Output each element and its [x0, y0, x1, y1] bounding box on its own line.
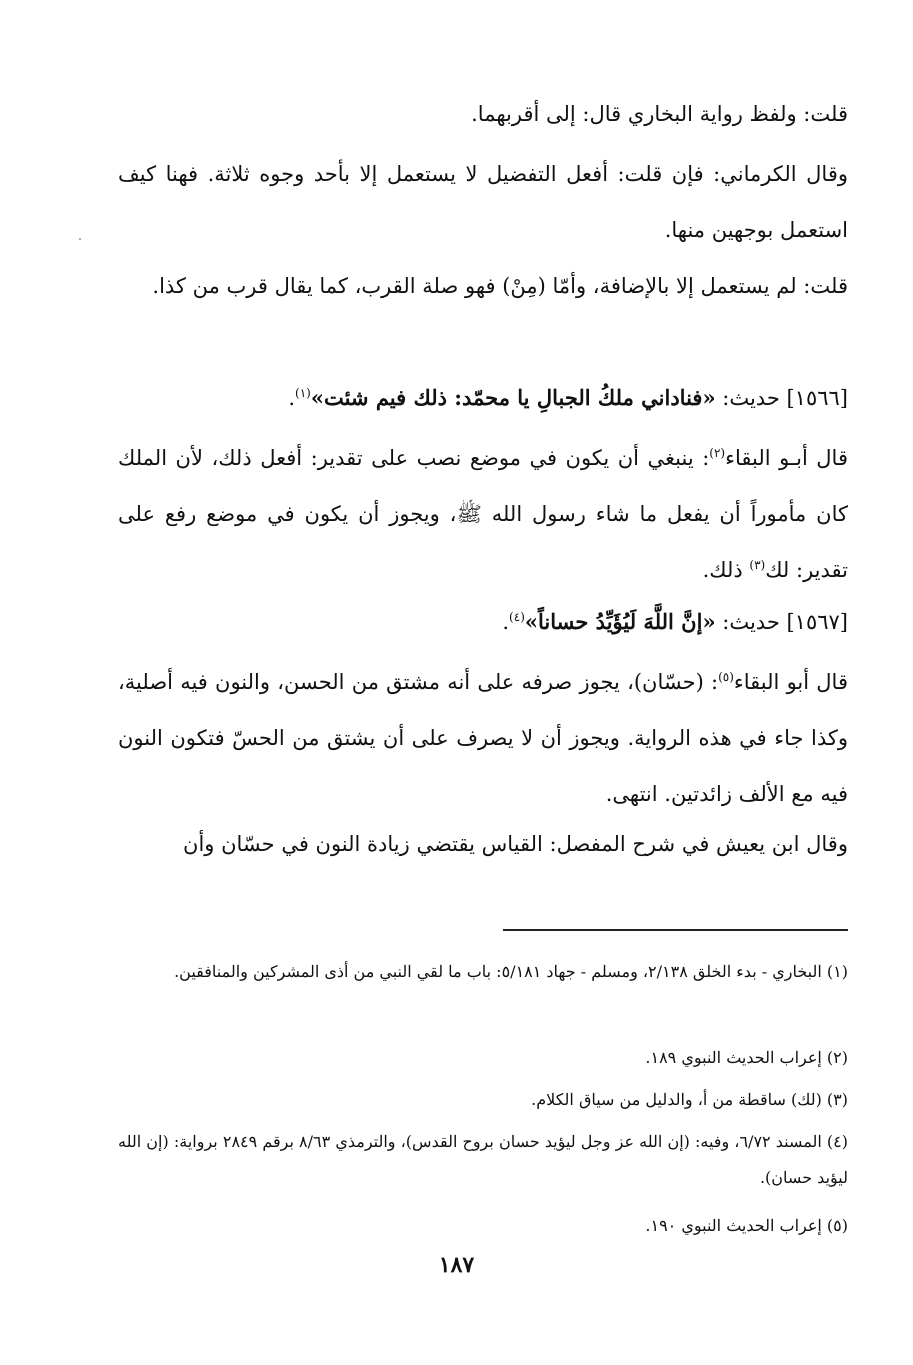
hadith-text: «فناداني ملكُ الجبالِ يا محمّد: ذلك فيم شئت»: [310, 385, 716, 410]
footnote-3: (٣) (لك) ساقطة من أ، والدليل من سياق الكلام.: [531, 1090, 848, 1109]
footnote-ref: (٥): [718, 670, 734, 684]
speaker: قال أبو البقاء: [733, 670, 848, 694]
paragraph-2: وقال الكرماني: فإن قلت: أفعل التفضيل لا يستعمل إلا بأحد وجوه ثلاثة. فهنا كيف استعمل بوجهين منها.: [118, 162, 848, 242]
paragraph-abu-baqa-1: [118, 430, 848, 598]
paragraph-ibn-yaish: وقال ابن يعيش في شرح المفصل: القياس يقتضي زيادة النون في حسّان وأن: [183, 832, 848, 856]
footnote-2: (٢) إعراب الحديث النبوي ١٨٩.: [645, 1048, 848, 1067]
punct: .: [288, 386, 296, 410]
paragraph-abu-baqa-2: [118, 654, 848, 822]
footnote-ref: (١): [295, 386, 311, 400]
footnote-1: (١) البخاري - بدء الخلق ٢/١٣٨، ومسلم - جهاد ٥/١٨١: باب ما لقي النبي من أذى المشركين والمنافقين.: [174, 962, 848, 981]
body-text: : (حسّان)، يجوز صرفه على أنه مشتق من الحسن، والنون فيه أصلية، وكذا جاء في هذه الرواية. ويجوز أن لا يصرف على أن يشتق من الحسّ فتكون النون فيه مع الألف زائدتين. انتهى.: [118, 670, 848, 806]
footnote-ref: (٤): [509, 610, 525, 624]
footnote-ref: (٢): [709, 446, 726, 460]
speaker: قال أبـو البقاء: [725, 446, 848, 470]
page-number: ١٨٧: [438, 1252, 475, 1278]
footnote-ref: (٣): [749, 558, 766, 572]
footnote-separator: [503, 929, 848, 931]
footnote-4: (٤) المسند ٦/٧٢، وفيه: (إن الله عز وجل ليؤيد حسان بروح القدس)، والترمذي ٨/٦٣ برقم ٢٨٤٩ برواية: (إن الله ليؤيد حسان).: [118, 1132, 849, 1187]
paragraph-3: قلت: لم يستعمل إلا بالإضافة، وأمّا (مِنْ) فهو صلة القرب، كما يقال قرب من كذا.: [152, 274, 848, 298]
punct: .: [502, 610, 510, 634]
body-text-end: ذلك.: [702, 558, 750, 582]
hadith-number: [١٥٦٦] حديث:: [715, 386, 848, 410]
scan-speck: [79, 238, 81, 240]
hadith-number: [١٥٦٧] حديث:: [715, 610, 848, 634]
paragraph-1: قلت: ولفظ رواية البخاري قال: إلى أقربهما.: [471, 102, 848, 126]
hadith-text: «إنَّ اللَّهَ لَيُؤَيِّدُ حساناً»: [524, 609, 716, 634]
hadith-1566: [118, 370, 848, 426]
body-text: : ينبغي أن يكون في موضع نصب على تقدير: أفعل ذلك، لأن الملك كان مأموراً أن يفعل ما شاء رسول الله ﷺ، ويجوز أن يكون في موضع رفع على تقدير: لك: [118, 446, 848, 582]
footnote-5: (٥) إعراب الحديث النبوي ١٩٠.: [645, 1216, 848, 1235]
hadith-1567: [118, 594, 848, 650]
